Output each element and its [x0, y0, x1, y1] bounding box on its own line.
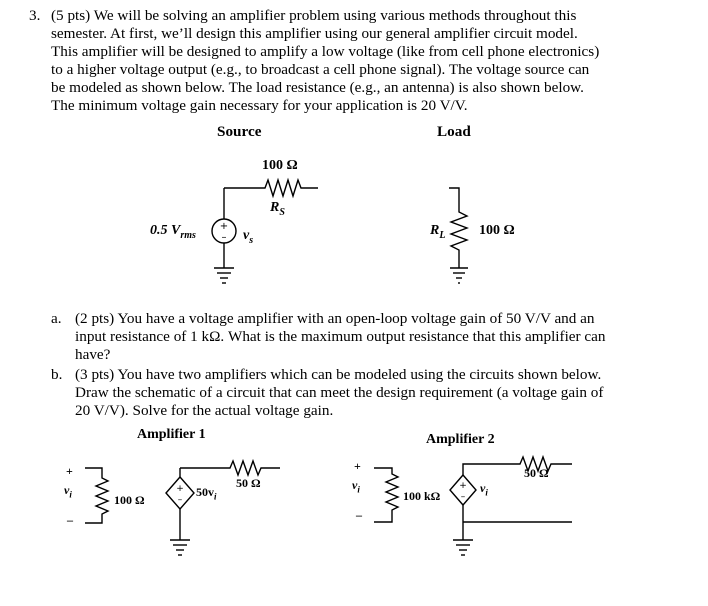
svg-text:+: + [459, 481, 467, 491]
problem-line-1: (5 pts) We will be solving an amplifier problem using various methods throughout this [51, 7, 577, 24]
amp2-plus: + [354, 459, 361, 473]
source-resistor-rs [224, 180, 318, 196]
svg-text:–: – [221, 232, 227, 243]
ground-symbol-amp2 [453, 540, 473, 555]
problem-number: 3. [29, 7, 41, 24]
amp2-input-resistor [374, 468, 398, 522]
amplifier2-title: Amplifier 2 [426, 432, 495, 447]
source-value-label: 0.5 $V_{rms}$ [150, 223, 196, 241]
svg-text:–: – [177, 495, 183, 505]
amp1-output-resistor [200, 461, 280, 475]
part-a-line-3: have? [75, 346, 111, 363]
part-a-line-1: (2 pts) You have a voltage amplifier with an open-loop voltage gain of 50 V/V and an [75, 310, 595, 327]
load-circuit [449, 188, 468, 283]
problem-line-5: be modeled as shown below. The load resistance (e.g., an antenna) is also shown below. [51, 79, 584, 96]
load-resistor-value: 100 Ω [479, 223, 515, 238]
amp1-input-resistor [85, 468, 108, 523]
amp1-output-resistor-value: 50 Ω [236, 476, 261, 490]
ground-symbol-amp1 [170, 540, 190, 555]
svg-text:+: + [176, 484, 184, 494]
amplifier1-title: Amplifier 1 [137, 427, 206, 442]
ground-symbol-source [214, 268, 234, 283]
source-circuit [212, 180, 318, 283]
source-voltage-label: $v_s$ [243, 228, 254, 246]
source-heading: Source [217, 123, 262, 140]
problem-line-4: to a higher voltage output (e.g., to broadcast a cell phone signal). The voltage source can [51, 61, 590, 78]
ground-symbol-load [450, 268, 468, 283]
svg-text:–: – [460, 492, 466, 502]
part-b-line-3: 20 V/V). Solve for the actual voltage gain. [75, 402, 334, 419]
amp1-input-label: $v_i$ [64, 483, 72, 500]
load-resistor-label: $R_L$ [430, 223, 446, 241]
amp2-output-resistor-value: 50 Ω [524, 466, 549, 480]
problem-line-3: This amplifier will be designed to amplify a low voltage (like from cell phone electronics) [51, 43, 600, 60]
source-resistor-label: $R_S$ [270, 200, 285, 218]
load-resistor-rl [449, 188, 467, 268]
source-resistor-value: 100 Ω [262, 158, 298, 173]
part-b-line-2: Draw the schematic of a circuit that can meet the design requirement (a voltage gain of [75, 384, 604, 401]
amp2-source-label: $v_i$ [480, 481, 488, 498]
amp1-minus: – [67, 513, 73, 527]
amp2-input-label: $v_i$ [352, 478, 360, 495]
load-heading: Load [437, 123, 471, 140]
problem-line-6: The minimum voltage gain necessary for your application is 20 V/V. [51, 97, 468, 114]
amp1-plus: + [66, 464, 73, 478]
amp1-source-value: $50v_i$ [196, 485, 217, 502]
amp1-input-resistor-value: 100 Ω [114, 493, 145, 507]
part-a-line-2: input resistance of 1 kΩ. What is the maximum output resistance that this amplifier can [75, 328, 606, 345]
problem-line-2: semester. At first, we’ll design this amplifier using our general amplifier circuit model. [51, 25, 578, 42]
part-b-line-1: (3 pts) You have two amplifiers which can be modeled using the circuits shown below. [75, 366, 602, 383]
svg-text:+: + [219, 221, 229, 232]
amp2-minus: – [356, 508, 362, 522]
part-b-letter: b. [51, 366, 63, 383]
amp2-input-resistor-value: 100 kΩ [403, 489, 441, 503]
part-a-letter: a. [51, 310, 62, 327]
